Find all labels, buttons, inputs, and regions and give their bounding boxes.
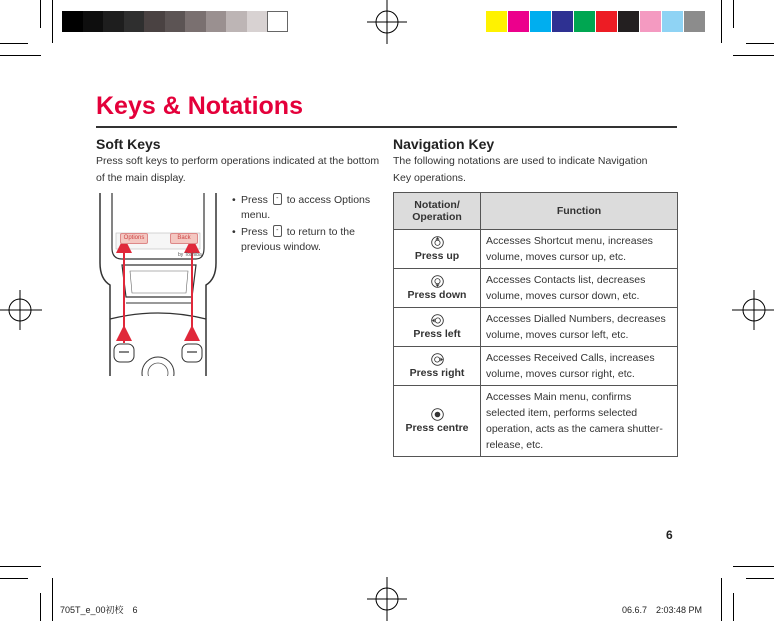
phone-illustration [96, 193, 220, 376]
gray-swatch [62, 11, 83, 32]
page-number: 6 [666, 528, 673, 542]
process-swatch [640, 11, 661, 32]
table-row [394, 269, 678, 308]
gray-swatch [165, 11, 186, 32]
options-bullet: • Press - to access Options menu. [232, 194, 371, 221]
back-bullet: • Press - to return to the previous window. [232, 226, 355, 253]
registration-mark-top [365, 0, 409, 44]
registration-mark-left [0, 288, 44, 332]
gray-swatch [124, 11, 145, 32]
notation-cell [394, 347, 481, 386]
notation-label: Press centre [405, 422, 469, 434]
function-column-header: Function [481, 193, 678, 230]
brand-label: by Toshiba [178, 252, 202, 258]
process-swatch [684, 11, 705, 32]
gray-swatch [185, 11, 206, 32]
gray-swatch [103, 11, 124, 32]
registration-mark-right [730, 288, 774, 332]
title-rule [96, 126, 677, 128]
notation-cell [394, 308, 481, 347]
options-softkey-label: Options [120, 233, 148, 244]
function-cell: Accesses Received Calls, increases volume, moves cursor right, etc. [481, 347, 678, 386]
process-swatch [508, 11, 529, 32]
soft-keys-heading: Soft Keys [96, 136, 161, 152]
notation-label: Press right [409, 367, 465, 379]
notation-cell [394, 269, 481, 308]
footer-timestamp: 06.6.7 2:03:48 PM [622, 605, 703, 615]
gray-swatch [83, 11, 104, 32]
function-cell: Accesses Shortcut menu, increases volume, moves cursor up, etc. [481, 230, 678, 269]
process-swatch [596, 11, 617, 32]
nav-centre-icon [431, 408, 444, 421]
right-softkey-icon: - [273, 225, 282, 237]
notation-label: Press down [407, 289, 467, 301]
back-bullet-text: to return to the previous window. [241, 226, 355, 253]
soft-key-bullet-list [232, 193, 382, 255]
table-row [394, 230, 678, 269]
soft-keys-description: Press soft keys to perform operations indicated at the bottom of the main display. [96, 155, 380, 184]
function-cell: Accesses Contacts list, decreases volume, moves cursor down, etc. [481, 269, 678, 308]
left-softkey-icon: - [273, 193, 282, 205]
nav-left-icon [431, 314, 444, 327]
nav-up-icon [431, 236, 444, 249]
gray-swatch [206, 11, 227, 32]
process-swatch [662, 11, 683, 32]
nav-right-icon [431, 353, 444, 366]
process-swatch [486, 11, 507, 32]
gray-swatch [144, 11, 165, 32]
gray-swatch [247, 11, 268, 32]
notation-label: Press up [414, 250, 460, 262]
page-title: Keys & Notations [96, 92, 303, 120]
gray-swatch [226, 11, 247, 32]
navigation-key-description: The following notations are used to indicate Navigation Key operations. [393, 155, 648, 184]
table-row [394, 308, 678, 347]
nav-down-icon [431, 275, 444, 288]
notation-cell [394, 230, 481, 269]
options-bullet-text: to access Options menu. [241, 194, 371, 221]
process-swatch [618, 11, 639, 32]
notation-column-header: Notation/ Operation [394, 193, 481, 230]
back-bullet-prefix: Press [241, 226, 268, 238]
navigation-key-table [393, 192, 678, 457]
registration-mark-bottom [365, 577, 409, 621]
process-swatch [552, 11, 573, 32]
gray-swatch [267, 11, 288, 32]
notation-label: Press left [413, 328, 461, 340]
table-header-row [394, 193, 678, 230]
footer-file-label: 705T_e_00初校 6 [60, 605, 138, 615]
notation-cell [394, 386, 481, 457]
table-row [394, 347, 678, 386]
process-swatch [530, 11, 551, 32]
function-cell: Accesses Dialled Numbers, decreases volume, moves cursor left, etc. [481, 308, 678, 347]
function-cell: Accesses Main menu, confirms selected item, performs selected operation, acts as the camera shutter-release, etc. [481, 386, 678, 457]
options-bullet-prefix: Press [241, 194, 268, 206]
process-swatch [574, 11, 595, 32]
back-softkey-label: Back [170, 233, 198, 244]
table-row [394, 386, 678, 457]
navigation-key-heading: Navigation Key [393, 136, 495, 152]
